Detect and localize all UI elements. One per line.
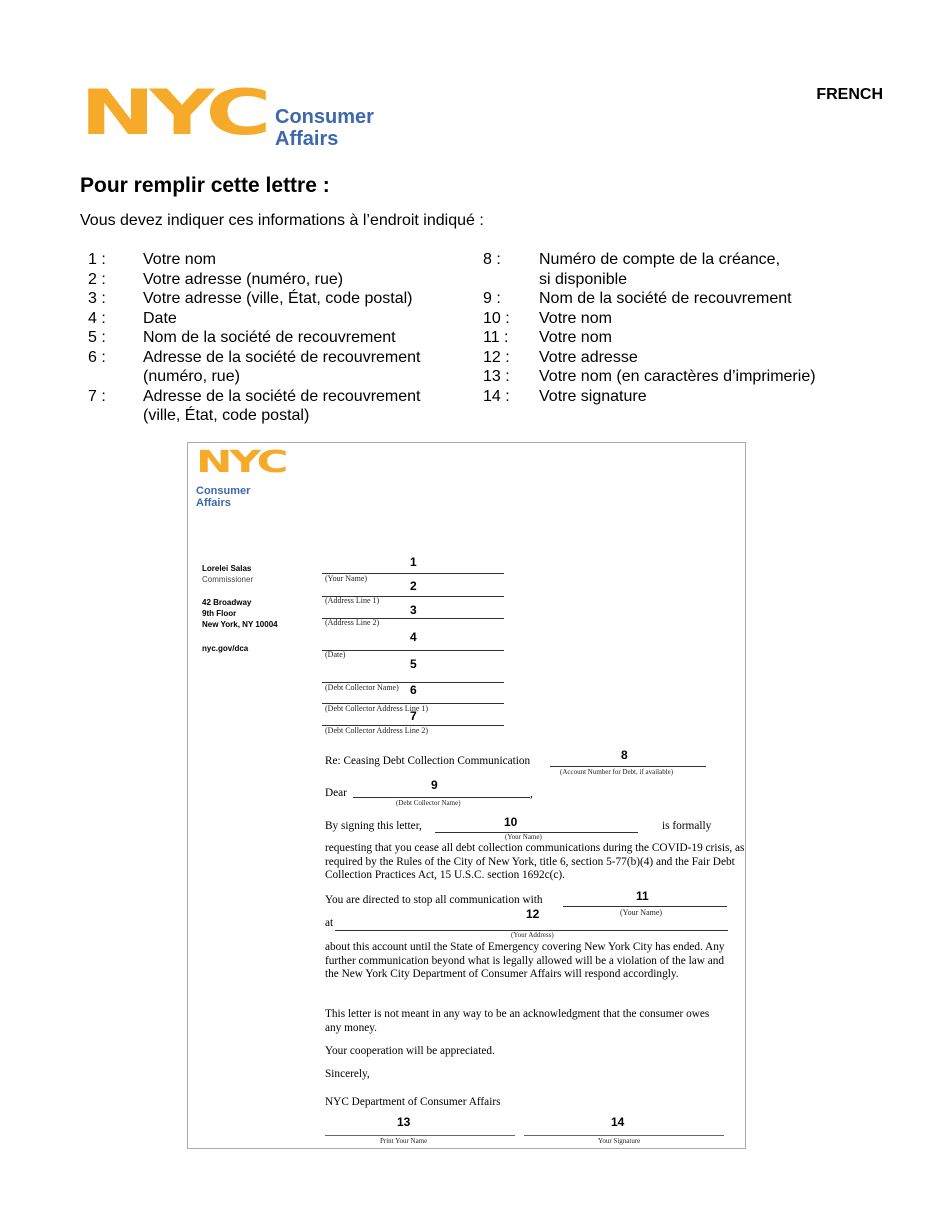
field-num-6: 6 bbox=[410, 683, 417, 697]
closing: Sincerely, bbox=[325, 1068, 370, 1080]
field-num-8: 8 bbox=[621, 748, 628, 762]
commissioner-name: Lorelei Salas bbox=[202, 564, 252, 573]
item-text: Votre signature bbox=[539, 387, 647, 405]
field-label-4: (Date) bbox=[325, 650, 346, 659]
website: nyc.gov/dca bbox=[202, 644, 249, 653]
intro-text: Vous devez indiquer ces informations à l’endroit indiqué : bbox=[80, 212, 484, 229]
field-num-7: 7 bbox=[410, 709, 417, 723]
paragraph-request: requesting that you cease all debt collection communications during the COVID-19 crisis, as required by the Rules of the City of New York, title 6, section 5-77(b)(4) and the Fair Debt Collection Practices Act, 15 U.S.C. section 1692c(c). bbox=[325, 842, 745, 882]
field-num-3: 3 bbox=[410, 603, 417, 617]
field-num-2: 2 bbox=[410, 579, 417, 593]
field-line-14[interactable] bbox=[524, 1135, 724, 1136]
item-num: 6 : bbox=[88, 348, 106, 366]
field-label-1: (Your Name) bbox=[325, 574, 368, 583]
item-num: 3 : bbox=[88, 290, 106, 307]
field-num-9: 9 bbox=[431, 778, 438, 792]
field-num-1: 1 bbox=[410, 555, 417, 569]
item-text: Numéro de compte de la créance, bbox=[539, 251, 781, 268]
field-label-10: (Your Name) bbox=[505, 833, 542, 841]
item-num: 7 : bbox=[88, 387, 106, 405]
item-text: Adresse de la société de recouvrement bbox=[143, 387, 421, 405]
field-label-8: (Account Number for Debt, if available) bbox=[560, 768, 674, 776]
item-text: Nom de la société de recouvrement bbox=[143, 329, 396, 346]
signature-org: NYC Department of Consumer Affairs bbox=[325, 1096, 501, 1108]
field-line-9[interactable] bbox=[353, 797, 530, 798]
field-num-13: 13 bbox=[397, 1115, 411, 1129]
field-label-9: (Debt Collector Name) bbox=[396, 799, 461, 807]
field-label-14: Your Signature bbox=[598, 1137, 641, 1145]
field-num-5: 5 bbox=[410, 657, 417, 671]
field-label-5: (Debt Collector Name) bbox=[325, 683, 399, 692]
item-text: Votre adresse (ville, État, code postal) bbox=[143, 290, 413, 307]
field-line-13[interactable] bbox=[325, 1135, 515, 1136]
sample-letter bbox=[187, 442, 746, 1149]
field-label-6: (Debt Collector Address Line 1) bbox=[325, 704, 429, 713]
item-num: 10 : bbox=[483, 309, 510, 327]
field-label-3: (Address Line 2) bbox=[325, 618, 380, 627]
item-num: 12 : bbox=[483, 348, 510, 366]
item-text: Votre nom bbox=[143, 251, 216, 268]
field-line-8[interactable] bbox=[550, 766, 706, 767]
field-line-4[interactable] bbox=[322, 650, 504, 651]
logo-nyc-text: NYC bbox=[80, 76, 266, 149]
item-num: 2 : bbox=[88, 270, 106, 288]
directed-text: You are directed to stop all communication with bbox=[325, 894, 543, 906]
field-label-2: (Address Line 1) bbox=[325, 596, 380, 605]
letter-logo-affairs: Affairs bbox=[196, 497, 231, 509]
item-text: Votre adresse (numéro, rue) bbox=[143, 270, 344, 288]
dear-comma: , bbox=[530, 788, 533, 800]
field-num-4: 4 bbox=[410, 630, 417, 644]
address-1: 42 Broadway bbox=[202, 598, 252, 607]
item-num: 8 : bbox=[483, 251, 501, 268]
item-num: 9 : bbox=[483, 290, 501, 307]
item-num: 4 : bbox=[88, 309, 106, 327]
letter-logo-consumer: Consumer bbox=[196, 485, 251, 497]
item-text: Votre nom bbox=[539, 329, 612, 346]
item-text-2: (numéro, rue) bbox=[143, 368, 240, 385]
field-label-12: (Your Address) bbox=[511, 931, 554, 939]
language-label: FRENCH bbox=[816, 86, 883, 103]
page-title: Pour remplir cette lettre : bbox=[80, 174, 330, 197]
item-num: 14 : bbox=[483, 387, 510, 405]
item-text: Votre nom bbox=[539, 309, 612, 327]
item-text-2: (ville, État, code postal) bbox=[143, 407, 310, 424]
item-text: Nom de la société de recouvrement bbox=[539, 290, 792, 307]
by-signing-text: By signing this letter, bbox=[325, 820, 422, 832]
item-num: 1 : bbox=[88, 251, 106, 268]
field-num-11: 11 bbox=[636, 889, 649, 903]
item-text: Votre adresse bbox=[539, 348, 638, 366]
logo-consumer: Consumer bbox=[275, 106, 374, 128]
logo-affairs: Affairs bbox=[275, 128, 339, 150]
item-text: Date bbox=[143, 309, 177, 327]
item-num: 5 : bbox=[88, 329, 106, 346]
field-label-13: Print Your Name bbox=[380, 1137, 428, 1145]
paragraph-acknowledgment: This letter is not meant in any way to be an acknowledgment that the consumer owes any money. bbox=[325, 1008, 710, 1034]
field-num-14: 14 bbox=[611, 1115, 625, 1129]
item-text: Votre nom (en caractères d’imprimerie) bbox=[539, 368, 816, 385]
is-formally-text: is formally bbox=[662, 820, 712, 832]
letter-logo-nyc: NYC bbox=[196, 445, 286, 480]
address-3: New York, NY 10004 bbox=[202, 620, 278, 629]
item-num: 13 : bbox=[483, 368, 510, 385]
field-num-12: 12 bbox=[526, 907, 540, 921]
field-label-7: (Debt Collector Address Line 2) bbox=[325, 726, 429, 735]
field-num-10: 10 bbox=[504, 815, 518, 829]
address-2: 9th Floor bbox=[202, 609, 237, 618]
item-text: Adresse de la société de recouvrement bbox=[143, 348, 421, 366]
field-line-11[interactable] bbox=[563, 906, 727, 907]
item-text-2: si disponible bbox=[539, 270, 628, 288]
field-label-11: (Your Name) bbox=[620, 908, 663, 917]
item-num: 11 : bbox=[483, 329, 509, 346]
at-text: at bbox=[325, 917, 334, 929]
re-line: Re: Ceasing Debt Collection Communication bbox=[325, 755, 531, 767]
dear-text: Dear bbox=[325, 787, 347, 799]
paragraph-cooperation: Your cooperation will be appreciated. bbox=[325, 1045, 495, 1057]
paragraph-stop: about this account until the State of Emergency covering New York City has ended. Any further communication beyond what is legally allowed will be a violation of the law and the New York City Department of Consumer Affairs will respond accordingly. bbox=[325, 941, 725, 981]
commissioner-role: Commissioner bbox=[202, 575, 254, 584]
